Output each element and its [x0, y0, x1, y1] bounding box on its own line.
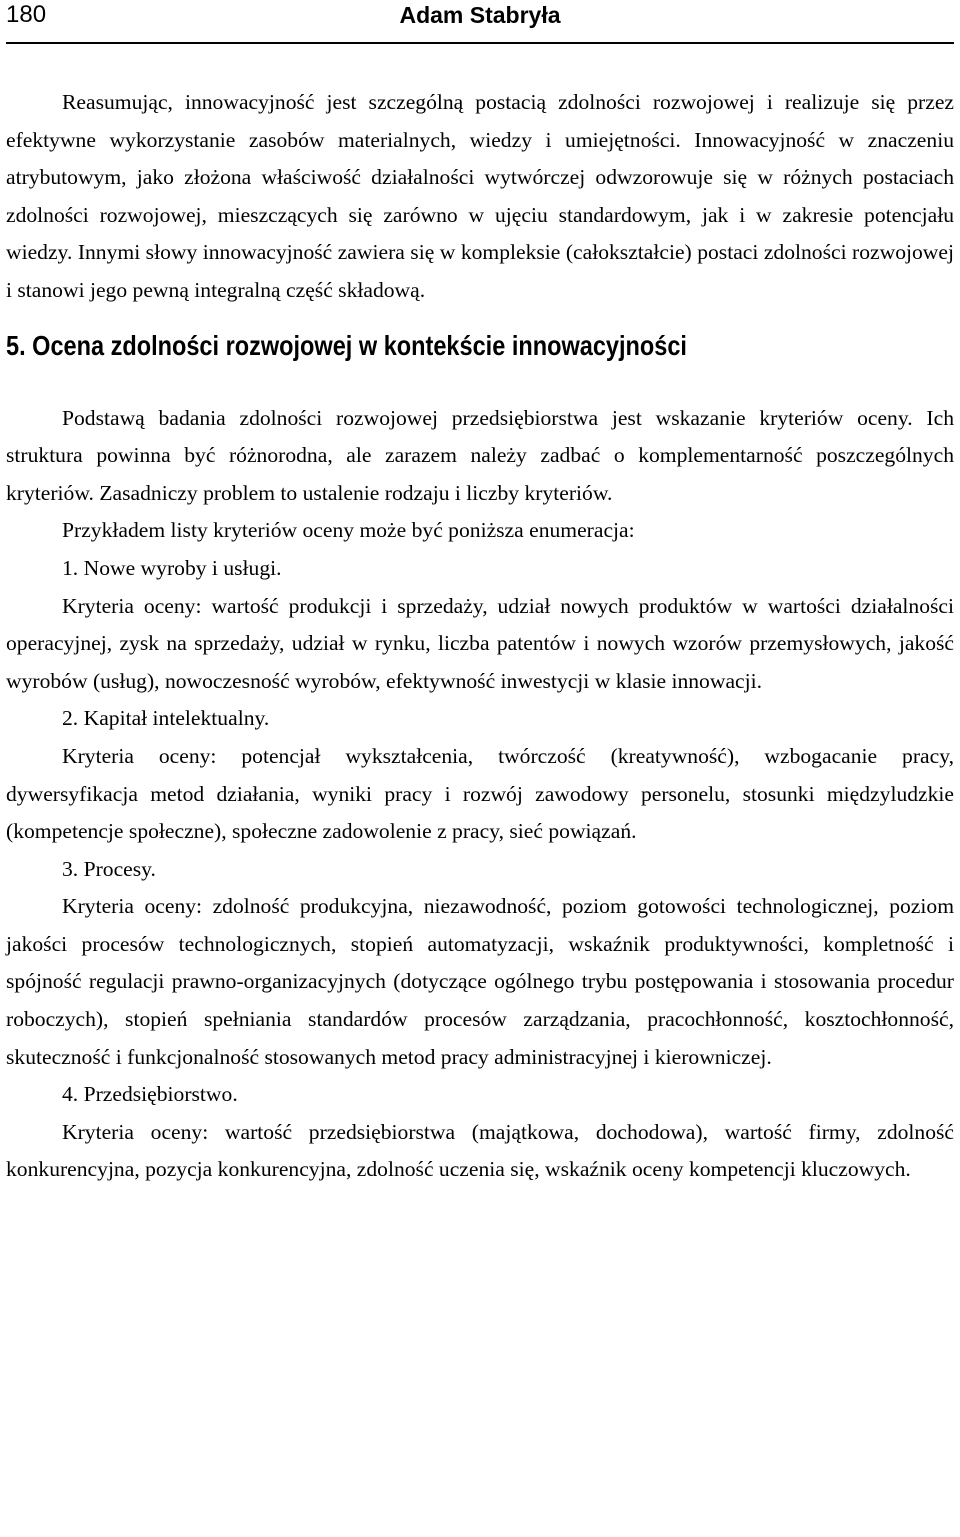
section-heading: 5. Ocena zdolności rozwojowej w kontekście innowacyjności	[6, 329, 687, 361]
running-header	[6, 0, 954, 44]
page-content	[6, 84, 954, 1189]
running-head-author: Adam Stabryła	[399, 2, 561, 28]
list-item-criteria: Kryteria oceny: wartość przedsiębiorstwa (majątkowa, dochodowa), wartość firmy, zdolność konkurencyjna, pozycja konkurencyjna, zdolność uczenia się, wskaźnik oceny kompetencji kluczowych.	[6, 1119, 954, 1182]
spacer	[6, 364, 954, 400]
list-item-criteria: Kryteria oceny: wartość produkcji i sprzedaży, udział nowych produktów w wartości działalności operacyjnej, zysk na sprzedaży, udział w rynku, liczba patentów i nowych wzorów przemysłowych, jakość wyrobów (usług), nowoczesność wyrobów, efektywność inwestycji w klasie innowacji.	[6, 593, 954, 693]
list-item-label: 4. Przedsiębiorstwo.	[62, 1082, 238, 1107]
section-paragraph: Podstawą badania zdolności rozwojowej przedsiębiorstwa jest wskazanie kryteriów oceny. Ich struktura powinna być różnorodna, ale zarazem należy zadbać o komplementarność poszczególnych kryteriów. Zasadniczy problem to ustalenie rodzaju i liczby kryteriów.	[6, 405, 954, 505]
list-item-criteria: Kryteria oceny: potencjał wykształcenia, twórczość (kreatywność), wzbogacanie pracy, dywersyfikacja metod działania, wyniki pracy i rozwój zawodowy personelu, stosunki międzyludzkie (kompetencje społeczne), społeczne zadowolenie z pracy, sieć powiązań.	[6, 743, 954, 844]
spacer	[6, 310, 954, 328]
list-item-label: 1. Nowe wyroby i usługi.	[62, 555, 282, 580]
list-item-criteria: Kryteria oceny: zdolność produkcyjna, niezawodność, poziom gotowości technologicznej, poziom jakości procesów technologicznych, stopień automatyzacji, wskaźnik produktywności, kompletność i spójność regulacji prawno-organizacyjnych (dotyczące ogólnego trybu postępowania i stosowania procedur roboczych), stopień spełniania standardów procesów zarządzania, pracochłonność, kosztochłonność, skuteczność i funkcjonalność stosowanych metod pracy administracyjnej i kierowniczej.	[6, 894, 954, 1069]
intro-paragraph: Reasumując, innowacyjność jest szczególną postacią zdolności rozwojowej i realizuje się przez efektywne wykorzystanie zasobów materialnych, wiedzy i umiejętności. Innowacyjność w znaczeniu atrybutowym, jako złożona właściwość działalności wytwórczej odwzorowuje się w różnych postaciach zdolności rozwojowej, mieszczących się zarówno w ujęciu standardowym, jak i w zakresie potencjału wiedzy. Innymi słowy innowacyjność zawiera się w kompleksie (całokształcie) postaci zdolności rozwojowej i stanowi jego pewną integralną część składową.	[6, 90, 954, 302]
list-item-label: 3. Procesy.	[62, 856, 156, 881]
page-number: 180	[6, 1, 47, 28]
list-item-label: 2. Kapitał intelektualny.	[62, 706, 270, 731]
enumeration-intro: Przykładem listy kryteriów oceny może być poniższa enumeracja:	[62, 518, 635, 543]
